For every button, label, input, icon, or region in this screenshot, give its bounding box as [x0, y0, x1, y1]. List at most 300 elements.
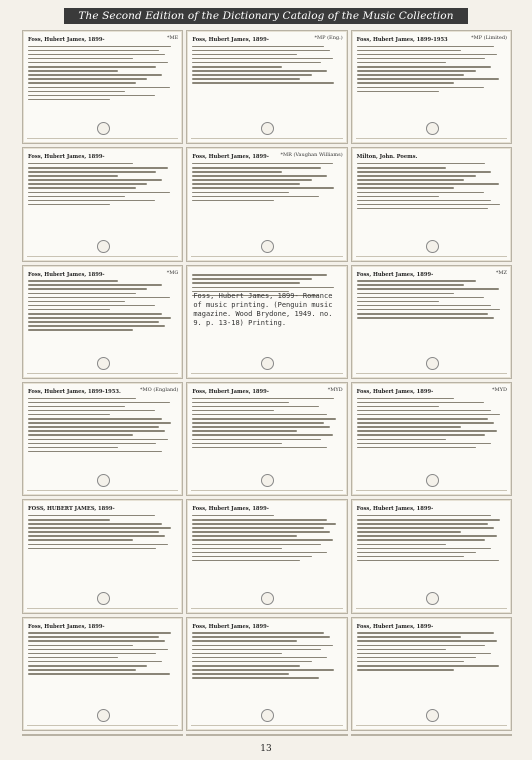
text-line — [28, 293, 136, 295]
text-line — [28, 46, 171, 48]
text-line — [357, 414, 500, 416]
card-edge — [356, 490, 507, 491]
text-line — [28, 187, 136, 189]
text-line — [28, 284, 162, 286]
card-text-block — [28, 506, 177, 551]
text-line — [28, 288, 147, 290]
text-line — [357, 167, 447, 169]
text-line — [28, 192, 170, 194]
card-text-block — [192, 37, 341, 87]
card-text-block — [28, 389, 177, 455]
text-line — [28, 632, 171, 634]
call-number: *MYD — [327, 387, 343, 393]
text-line — [192, 422, 323, 424]
text-line — [357, 645, 485, 647]
text-line — [192, 645, 332, 647]
catalog-card — [351, 147, 512, 261]
text-line — [192, 62, 320, 64]
punch-hole — [97, 474, 110, 487]
text-line — [28, 62, 168, 64]
text-line — [28, 280, 118, 282]
typed-entry: Foss, Hubert James, 1899- Romance of music printing. (Penguin music magazine. Wood Brydone, 1949. no. 9. p. 13-18) Printing. — [193, 291, 333, 327]
text-line — [28, 451, 162, 453]
card-text-block — [356, 269, 507, 322]
text-line — [192, 200, 274, 202]
text-line — [357, 661, 465, 663]
card-edge — [27, 608, 178, 609]
text-line — [192, 443, 282, 445]
punch-hole — [261, 357, 274, 370]
text-line — [28, 527, 171, 529]
text-line — [192, 54, 297, 56]
text-line — [28, 661, 162, 663]
text-line — [192, 447, 326, 449]
catalog-card — [186, 30, 347, 144]
text-line — [357, 552, 476, 554]
card-edge — [191, 138, 342, 139]
punch-hole — [261, 240, 274, 253]
text-line — [192, 527, 323, 529]
text-line — [357, 439, 447, 441]
text-line — [192, 163, 332, 165]
catalog-card — [186, 617, 347, 731]
call-number: *MG — [166, 269, 179, 276]
text-line — [28, 439, 168, 441]
text-line — [192, 398, 334, 400]
text-line — [192, 636, 329, 638]
card-edge — [356, 725, 507, 726]
text-line — [28, 645, 133, 647]
text-line — [28, 519, 110, 521]
text-line — [357, 62, 447, 64]
punch-hole — [426, 474, 439, 487]
text-line — [192, 46, 323, 48]
text-line — [28, 640, 165, 642]
punch-hole — [426, 709, 439, 722]
call-number: *MP (Limited) — [471, 35, 507, 41]
card-text-block — [357, 37, 506, 95]
text-line — [192, 274, 326, 276]
text-line — [28, 321, 159, 323]
punch-hole — [261, 122, 274, 135]
text-line — [357, 200, 491, 202]
text-line — [192, 66, 282, 68]
text-line — [28, 649, 168, 651]
text-line — [357, 179, 465, 181]
card-heading: Foss, Hubert James, 1899- — [192, 623, 269, 630]
text-line — [357, 669, 454, 671]
text-line — [357, 410, 491, 412]
text-line — [357, 280, 476, 282]
text-line — [28, 447, 118, 449]
card-text-block — [357, 624, 506, 674]
catalog-card — [22, 30, 183, 144]
text-line — [357, 556, 465, 558]
text-line — [192, 175, 326, 177]
punch-hole — [97, 240, 110, 253]
catalog-card — [186, 734, 347, 736]
punch-hole — [261, 474, 274, 487]
text-line — [357, 649, 447, 651]
text-line — [28, 410, 155, 412]
page-header — [0, 4, 532, 24]
text-line — [28, 58, 133, 60]
text-line — [192, 515, 274, 517]
text-line — [357, 305, 491, 307]
catalog-card — [186, 382, 347, 496]
text-line — [357, 74, 465, 76]
text-line — [28, 99, 110, 101]
text-line — [192, 535, 297, 537]
catalog-card — [22, 265, 183, 379]
text-line — [28, 297, 170, 299]
text-line — [28, 414, 110, 416]
catalog-card-grid — [22, 30, 512, 736]
text-line — [192, 406, 319, 408]
text-line — [28, 523, 162, 525]
text-line — [357, 548, 491, 550]
card-edge — [191, 725, 342, 726]
call-number: *MR (Vaughan Williams) — [280, 152, 343, 159]
text-line — [357, 515, 491, 517]
text-line — [28, 636, 159, 638]
text-line — [28, 95, 155, 97]
text-line — [28, 200, 155, 202]
card-text-block — [28, 37, 177, 103]
page-number: 13 — [260, 744, 272, 754]
text-line — [357, 430, 497, 432]
catalog-card — [22, 734, 183, 736]
text-line — [28, 179, 162, 181]
card-heading: Foss, Hubert James, 1899-1953. — [28, 389, 121, 395]
text-line — [192, 434, 332, 436]
text-line — [357, 58, 485, 60]
card-text-block — [357, 506, 506, 564]
text-line — [28, 406, 125, 408]
text-line — [192, 673, 289, 675]
text-line — [192, 82, 334, 84]
card-text-block — [192, 506, 341, 564]
text-line — [192, 402, 289, 404]
text-line — [357, 91, 439, 93]
card-edge — [356, 373, 507, 374]
text-line — [357, 636, 462, 638]
card-text-block — [357, 154, 506, 212]
call-number: *MZ — [495, 269, 507, 276]
card-edge — [191, 373, 342, 374]
text-line — [28, 434, 133, 436]
card-heading: Foss, Hubert James, 1899- — [28, 154, 105, 161]
card-heading: Foss, Hubert James, 1899- — [192, 389, 269, 395]
text-line — [357, 50, 462, 52]
page-title: The Second Edition of the Dictionary Catalog of the Music Collection — [64, 8, 467, 24]
card-text-block — [192, 389, 341, 451]
text-line — [28, 66, 156, 68]
punch-hole — [97, 709, 110, 722]
catalog-card — [186, 265, 347, 379]
text-line — [28, 167, 168, 169]
text-line — [357, 163, 485, 165]
text-line — [192, 653, 282, 655]
card-heading: Foss, Hubert James, 1899- — [28, 271, 105, 278]
text-line — [28, 183, 147, 185]
text-line — [357, 665, 499, 667]
text-line — [28, 515, 155, 517]
text-line — [357, 54, 497, 56]
catalog-card — [351, 265, 512, 379]
catalog-card — [351, 617, 512, 731]
card-heading: Foss, Hubert James, 1899- — [28, 37, 105, 43]
text-line — [357, 297, 484, 299]
card-edge — [27, 256, 178, 257]
text-line — [192, 426, 329, 428]
text-line — [192, 192, 289, 194]
text-line — [28, 325, 165, 327]
catalog-card — [22, 617, 183, 731]
card-text-block — [192, 624, 341, 682]
card-edge — [27, 138, 178, 139]
card-edge — [191, 608, 342, 609]
text-line — [28, 329, 133, 331]
text-line — [192, 282, 300, 284]
text-line — [357, 171, 491, 173]
text-line — [357, 187, 454, 189]
text-line — [28, 163, 133, 165]
text-line — [357, 640, 497, 642]
text-line — [357, 46, 494, 48]
text-line — [357, 560, 499, 562]
text-line — [357, 544, 447, 546]
text-line — [28, 78, 147, 80]
card-edge — [27, 725, 178, 726]
punch-hole — [97, 122, 110, 135]
card-heading: Foss, Hubert James, 1899- — [356, 506, 434, 513]
punch-hole — [97, 592, 110, 605]
text-line — [192, 677, 319, 679]
call-number: *MYD — [492, 387, 507, 393]
text-line — [28, 657, 118, 659]
text-line — [28, 548, 156, 550]
card-edge — [356, 138, 507, 139]
text-line — [357, 426, 462, 428]
text-line — [357, 519, 500, 521]
text-line — [192, 183, 300, 185]
text-line — [28, 70, 118, 72]
text-line — [192, 50, 329, 52]
call-number: *MO (England) — [140, 387, 179, 393]
text-line — [28, 443, 156, 445]
text-line — [28, 544, 168, 546]
text-line — [28, 50, 159, 52]
text-line — [28, 535, 165, 537]
text-line — [357, 204, 500, 206]
text-line — [28, 418, 162, 420]
text-line — [357, 175, 476, 177]
text-line — [192, 410, 274, 412]
text-line — [28, 87, 170, 89]
text-line — [192, 70, 326, 72]
text-line — [28, 82, 136, 84]
text-line — [357, 313, 488, 315]
text-line — [357, 402, 484, 404]
text-line — [357, 82, 454, 84]
text-line — [28, 175, 118, 177]
text-line — [192, 544, 320, 546]
card-heading: Foss, Hubert James, 1899- — [356, 389, 434, 395]
text-line — [357, 208, 488, 210]
text-line — [192, 439, 320, 441]
text-line — [357, 87, 484, 89]
text-line — [357, 443, 491, 445]
card-heading: Foss, Hubert James, 1899-1953 — [356, 37, 448, 43]
text-line — [28, 398, 136, 400]
text-line — [192, 531, 329, 533]
text-line — [357, 632, 494, 634]
text-line — [28, 171, 156, 173]
catalog-card — [351, 499, 512, 613]
text-line — [357, 192, 484, 194]
text-line — [192, 430, 297, 432]
text-line — [28, 539, 133, 541]
text-line — [357, 70, 476, 72]
text-line — [28, 91, 125, 93]
text-line — [357, 422, 494, 424]
text-line — [357, 527, 494, 529]
text-line — [357, 196, 439, 198]
text-line — [357, 183, 499, 185]
text-line — [28, 54, 165, 56]
catalog-card — [22, 382, 183, 496]
text-line — [357, 288, 499, 290]
text-line — [357, 301, 439, 303]
catalog-card — [351, 382, 512, 496]
card-edge — [27, 373, 178, 374]
card-text-block — [192, 154, 341, 204]
text-line — [192, 78, 300, 80]
text-line — [357, 317, 494, 319]
catalog-card — [186, 499, 347, 613]
text-line — [357, 309, 500, 311]
text-line — [357, 523, 488, 525]
card-heading: Foss, Hubert James, 1899- — [192, 37, 269, 43]
text-line — [192, 632, 323, 634]
text-line — [28, 422, 171, 424]
text-line — [357, 539, 485, 541]
punch-hole — [426, 357, 439, 370]
text-line — [28, 204, 110, 206]
text-line — [357, 293, 454, 295]
text-line — [357, 406, 439, 408]
card-edge — [356, 256, 507, 257]
punch-hole — [97, 357, 110, 370]
text-line — [28, 313, 162, 315]
card-edge — [27, 490, 178, 491]
call-number: *ME — [167, 35, 179, 41]
text-line — [357, 78, 499, 80]
text-line — [28, 665, 147, 667]
card-edge — [191, 490, 342, 491]
card-text-block — [28, 624, 177, 678]
call-number: *MP (Eng.) — [314, 35, 343, 41]
catalog-card — [22, 147, 183, 261]
text-line — [357, 398, 454, 400]
card-heading: FOSS, HUBERT JAMES, 1899- — [28, 506, 115, 513]
text-line — [28, 74, 162, 76]
text-line — [192, 278, 311, 280]
text-line — [357, 657, 476, 659]
text-line — [192, 171, 282, 173]
card-heading: Milton, John. Poems. — [356, 154, 418, 161]
text-line — [192, 418, 335, 420]
card-text-block — [28, 154, 177, 208]
card-heading: Foss, Hubert James, 1899- — [192, 506, 269, 513]
text-line — [28, 669, 136, 671]
text-line — [192, 649, 320, 651]
text-line — [192, 179, 311, 181]
text-line — [192, 74, 311, 76]
card-text-block — [357, 389, 506, 451]
text-line — [192, 640, 297, 642]
punch-hole — [426, 592, 439, 605]
text-line — [192, 657, 326, 659]
text-line — [357, 653, 491, 655]
catalog-card — [351, 30, 512, 144]
text-line — [192, 552, 326, 554]
text-line — [28, 196, 125, 198]
text-line — [192, 661, 311, 663]
text-line — [192, 548, 282, 550]
catalog-card — [22, 499, 183, 613]
text-line — [357, 447, 476, 449]
text-line — [357, 418, 488, 420]
text-line — [192, 556, 311, 558]
card-heading: Foss, Hubert James, 1899- — [356, 271, 434, 278]
punch-hole — [426, 240, 439, 253]
text-line — [192, 58, 332, 60]
card-edge — [191, 256, 342, 257]
card-heading: Foss, Hubert James, 1899- — [28, 623, 105, 630]
text-line — [357, 66, 491, 68]
text-line — [28, 309, 110, 311]
text-line — [357, 535, 497, 537]
text-line — [192, 669, 334, 671]
text-line — [357, 284, 465, 286]
text-line — [28, 653, 156, 655]
punch-hole — [261, 709, 274, 722]
text-line — [357, 434, 485, 436]
text-line — [192, 287, 334, 289]
text-line — [28, 531, 159, 533]
text-line — [192, 519, 326, 521]
text-line — [28, 402, 170, 404]
text-line — [192, 196, 319, 198]
text-line — [357, 531, 462, 533]
text-line — [192, 560, 300, 562]
text-line — [28, 426, 159, 428]
catalog-card — [186, 147, 347, 261]
text-line — [192, 414, 326, 416]
punch-hole — [261, 592, 274, 605]
text-line — [192, 523, 335, 525]
card-heading: Foss, Hubert James, 1899- — [192, 154, 269, 161]
text-line — [192, 539, 332, 541]
text-line — [192, 187, 334, 189]
text-line — [28, 673, 170, 675]
text-line — [28, 301, 125, 303]
text-line — [192, 665, 300, 667]
punch-hole — [426, 122, 439, 135]
catalog-card — [351, 734, 512, 736]
